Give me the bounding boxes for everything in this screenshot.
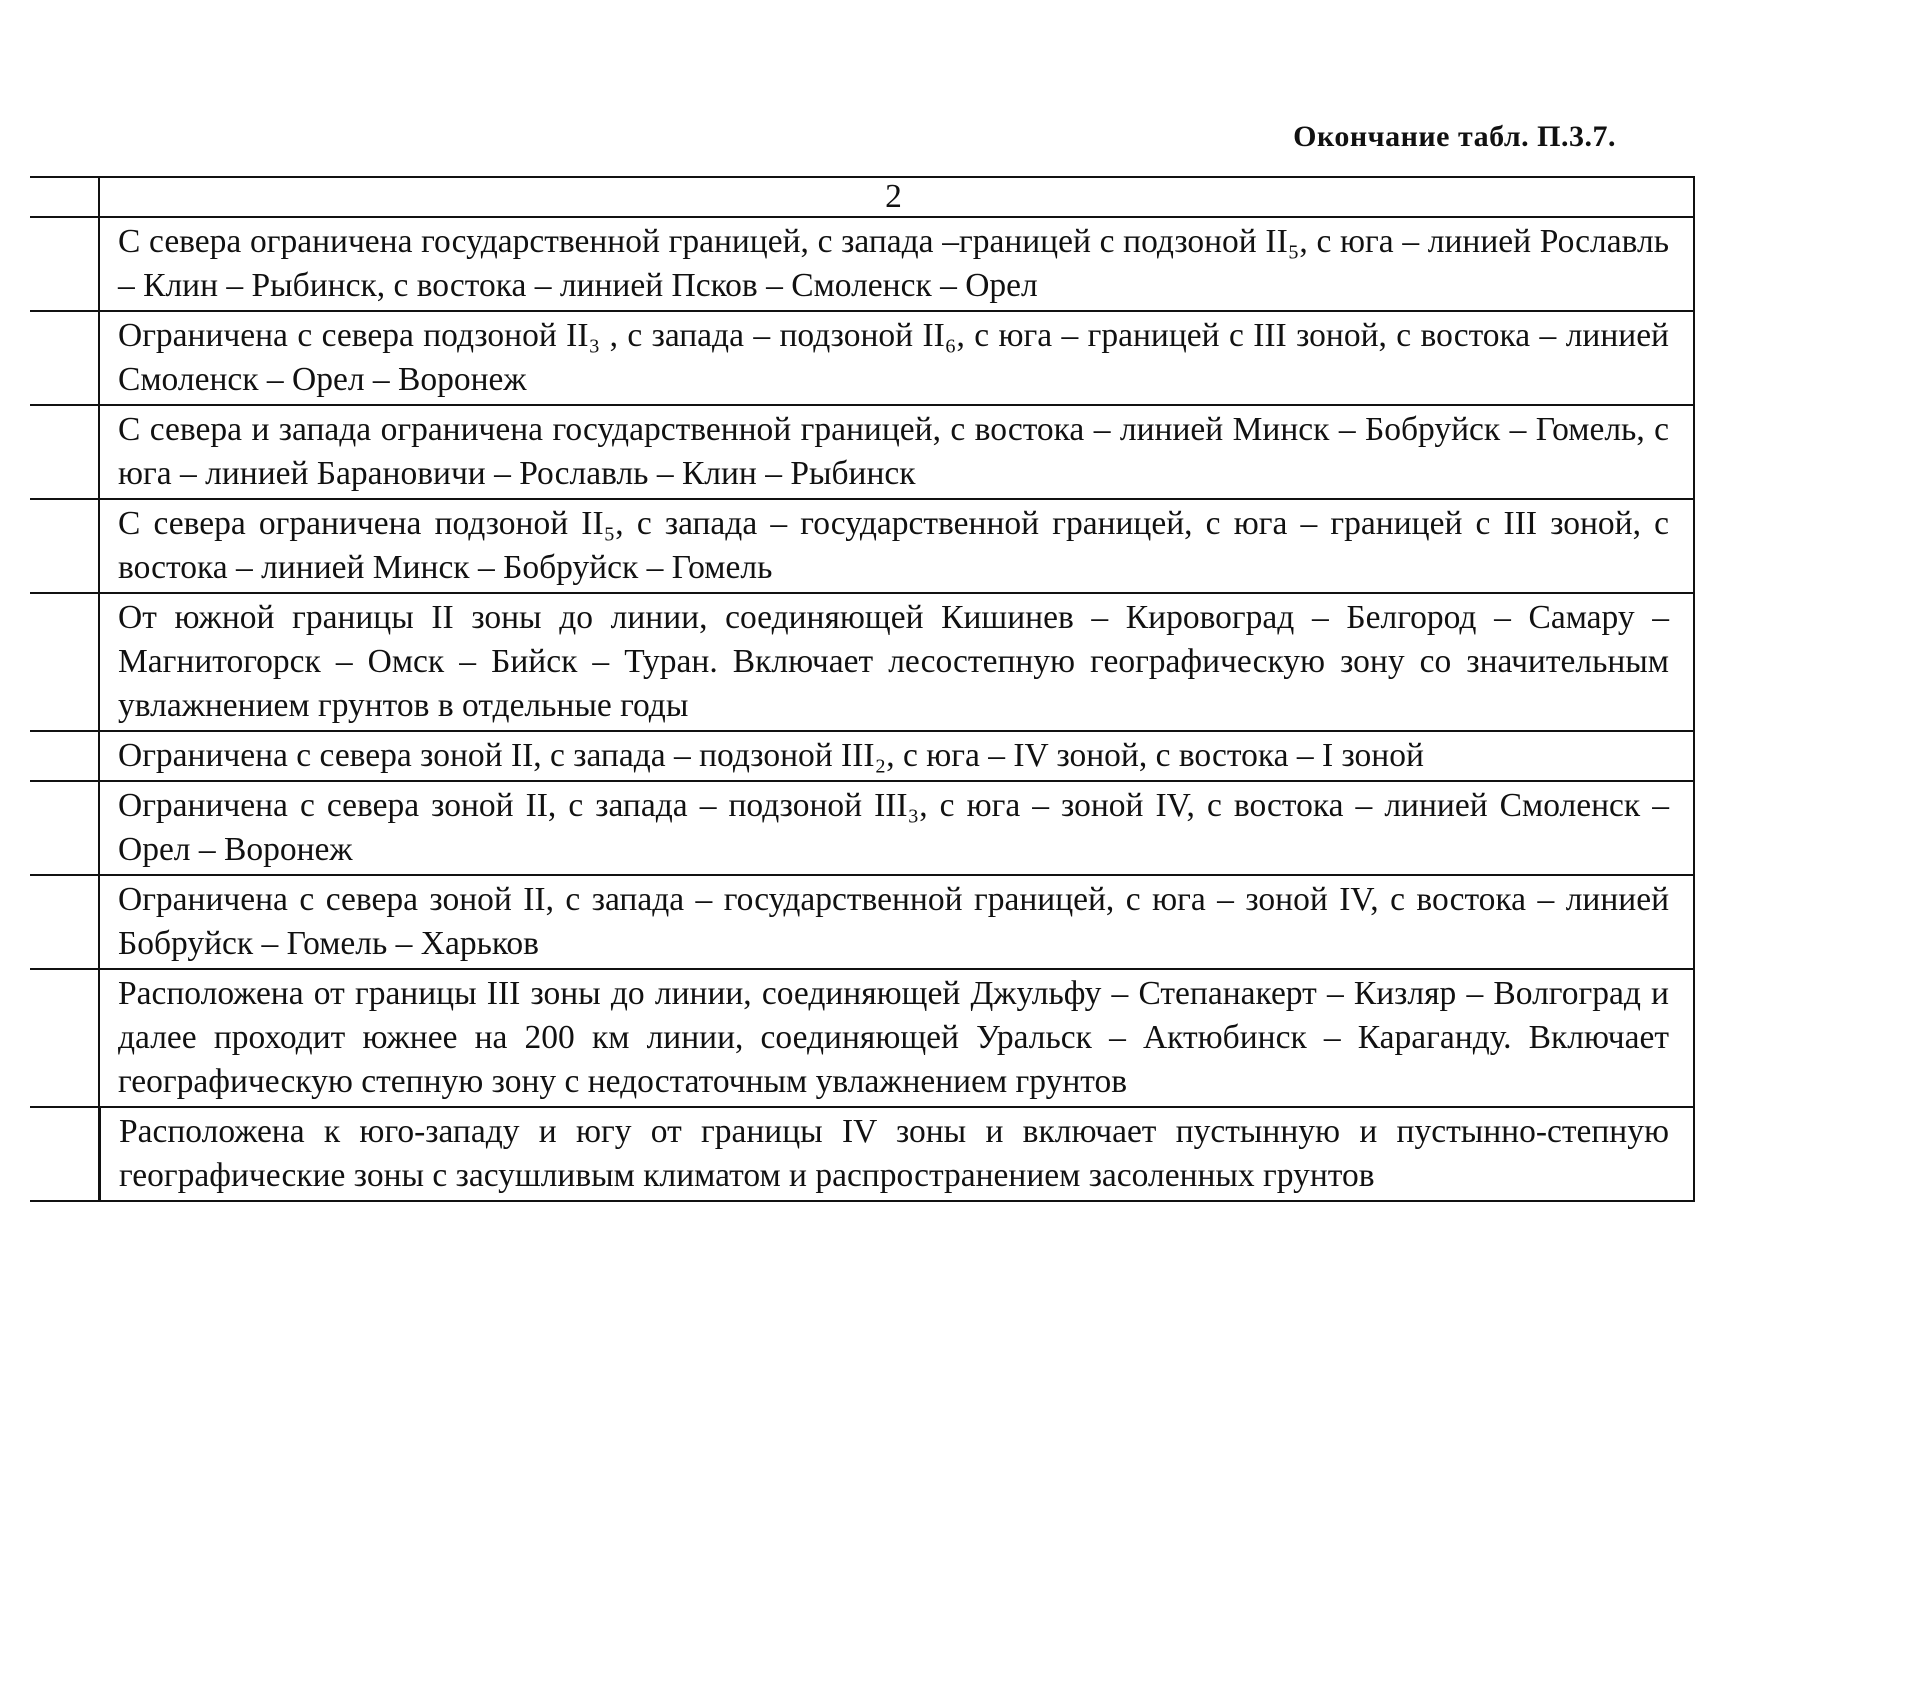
zone-cell [30, 876, 100, 968]
description-cell: Ограничена с севера зоной II, с запада – подзоной III₂, с юга – IV зоной, с востока – I зоной [100, 732, 1695, 780]
table-row [30, 594, 1695, 732]
description-cell: С севера и запада ограничена государственной границей, с востока – линией Минск – Бобруйск – Гомель, с юга – линией Барановичи – Рославль – Клин – Рыбинск [100, 406, 1695, 498]
table-header-row [30, 178, 1695, 218]
zone-cell [30, 594, 100, 730]
description-cell: Ограничена с севера зоной II, с запада – государственной границей, с юга – зоной IV, с востока – линией Бобруйск – Гомель – Харьков [100, 876, 1695, 968]
zone-cell [30, 970, 100, 1106]
zone-cell [30, 406, 100, 498]
description-cell: От южной границы II зоны до линии, соединяющей Кишинев – Кировоград – Белгород – Самару – Магнитогорск – Омск – Бийск – Туран. Включает лесостепную географическую зону со значительным увлажнением грунтов в отдельные годы [100, 594, 1695, 730]
table-row [30, 1108, 1695, 1202]
table-row [30, 406, 1695, 500]
zone-cell [30, 732, 100, 780]
table-row [30, 876, 1695, 970]
header-cell-col2: 2 [100, 178, 1695, 216]
zone-cell [30, 1108, 101, 1200]
zone-cell [30, 782, 100, 874]
table-row [30, 218, 1695, 312]
table-row [30, 312, 1695, 406]
table-row [30, 782, 1695, 876]
table-row [30, 500, 1695, 594]
description-cell: Ограничена с севера зоной II, с запада – подзоной III₃, с юга – зоной IV, с востока – линией Смоленск – Орел – Воронеж [100, 782, 1695, 874]
zone-cell [30, 312, 100, 404]
table-row [30, 970, 1695, 1108]
zone-cell [30, 500, 100, 592]
description-cell: Ограничена с севера подзоной II₃ , с запада – подзоной II₆, с юга – границей с III зоной, с востока – линией Смоленск – Орел – Воронеж [100, 312, 1695, 404]
zone-description-table [30, 176, 1695, 1202]
description-cell: С севера ограничена государственной границей, с запада –границей с подзоной II₅, с юга – линией Рославль – Клин – Рыбинск, с востока – линией Псков – Смоленск – Орел [100, 218, 1695, 310]
zone-cell [30, 218, 100, 310]
table-continuation-caption: Окончание табл. П.3.7. [1293, 120, 1616, 153]
table-row [30, 732, 1695, 782]
description-cell: С севера ограничена подзоной II₅, с запада – государственной границей, с юга – границей с III зоной, с востока – линией Минск – Бобруйск – Гомель [100, 500, 1695, 592]
description-cell: Расположена от границы III зоны до линии, соединяющей Джульфу – Степанакерт – Кизляр – Волгоград и далее проходит южнее на 200 км линии, соединяющей Уральск – Актюбинск – Караганду. Включает географическую степную зону с недостаточным увлажнением грунтов [100, 970, 1695, 1106]
description-cell: Расположена к юго-западу и югу от границы IV зоны и включает пустынную и пустынно-степную географические зоны с засушливым климатом и распространением засоленных грунтов [101, 1108, 1695, 1200]
header-cell-col1 [30, 178, 100, 216]
